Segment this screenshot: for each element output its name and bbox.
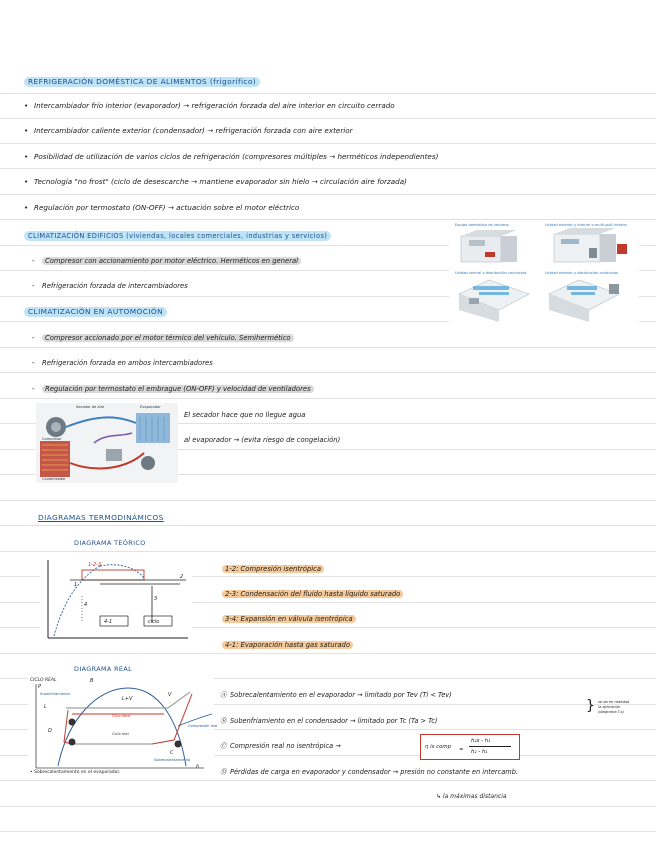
axis-label: P [38, 684, 42, 690]
list-item-text: Sobrecalentamiento en el evaporador → limitado por Tev (Ti < Tev) [230, 691, 452, 699]
diagram-point-label: 3 [154, 596, 158, 602]
brace-note: la aplicación [598, 705, 621, 709]
diagram-point-label: 4 [84, 602, 88, 608]
image-caption: Equipo doméstico de ventana [455, 223, 509, 227]
axis-label: h [196, 764, 200, 770]
section-title-domestic: REFRIGERACIÓN DOMÉSTICA DE ALIMENTOS (frigorífico) [24, 77, 260, 87]
image-caption: Compresor [42, 437, 62, 441]
brace-note: se da en realidad [598, 700, 630, 704]
diagram-caption: Sobrecalentamiento [154, 758, 191, 762]
image-caption: Unidad exterior y interior o multi-split interior [545, 223, 628, 227]
list-item [222, 564, 324, 574]
formula-denominator: h₂ - h₁ [471, 749, 488, 755]
list-item-text: Regulación por termostato (ON-OFF) → actuación sobre el motor eléctrico [34, 203, 300, 212]
list-item-text: Compresor con accionamiento por motor eléctrico. Herméticos en general [42, 257, 301, 265]
real-diagram [28, 678, 218, 776]
list-item-text: Compresor accionado por el motor térmico del vehículo. Semihermético [42, 334, 294, 342]
subsection-title-theoretical: DIAGRAMA TEÓRICO [74, 539, 146, 547]
theoretical-ph-diagram [40, 556, 192, 642]
diagram-caption: Ciclo real [112, 732, 129, 736]
list-item-text: 1-2: Compresión isentrópica [222, 565, 324, 573]
image-caption: Unidad exterior y distribución conductos [545, 271, 618, 275]
section-title-diagrams: DIAGRAMAS TERMODINÁMICOS [38, 513, 164, 522]
diagram-marker: B [90, 678, 94, 684]
list-item-text: Regulación por termostato el embrague (ON-OFF) y velocidad de ventiladores [42, 385, 314, 393]
list-item-text: Posibilidad de utilización de varios ciclos de refrigeración (compresores múltiples → herméticos independientes) [34, 152, 439, 161]
diagram-label: 1-2-3 [88, 562, 102, 568]
list-item: Ⓐ Sobrecalentamiento en el evaporador → limitado por Tev (Ti < Tev) [220, 691, 452, 699]
diagram-caption: Subenfriamiento [40, 692, 70, 696]
list-item: • Tecnología "no frost" (ciclo de desescarche → mantiene evaporador sin hielo → circulación aire forzada) [24, 177, 407, 186]
automotive-ac-illustration [36, 403, 178, 483]
formula-lhs: η is comp [425, 744, 452, 750]
image-caption: Unidad central y distribución conductos [455, 271, 527, 275]
diagram-caption: Ciclo ideal [112, 714, 131, 718]
list-item-text: Subenfriamiento en el condensador → limitado por Tc (Ta > Tc) [230, 717, 438, 725]
note-line: al evaporador → (evita riesgo de congelación) [184, 436, 341, 444]
list-item: - Compresor accionado por el motor térmico del vehículo. Semihermético [32, 333, 294, 343]
list-item-text: 2-3: Condensación del fluido hasta líquido saturado [222, 590, 403, 598]
list-item: - Compresor con accionamiento por motor eléctrico. Herméticos en general [32, 256, 301, 266]
list-item-text: Intercambiador caliente exterior (condensador) → refrigeración forzada con aire exterior [34, 126, 353, 135]
diagram-marker: C [170, 750, 174, 756]
list-item-text: Refrigeración forzada en ambos intercambiadores [42, 359, 213, 367]
list-item-text: Refrigeración forzada de intercambiadores [42, 282, 188, 290]
theoretical-diagram [40, 556, 192, 642]
brace-note: (diagrama T-s) [598, 710, 624, 714]
list-item-text: Compresión real no isentrópica → [230, 742, 341, 750]
note-line: El secador hace que no llegue agua [184, 411, 306, 419]
list-item-text: Tecnología "no frost" (ciclo de desescarche → mantiene evaporador sin hielo → circulación aire forzada) [34, 177, 407, 186]
list-item: • Regulación por termostato (ON-OFF) → actuación sobre el motor eléctrico [24, 203, 300, 212]
list-item [222, 640, 353, 650]
list-item: • Intercambiador frío interior (evaporador) → refrigeración forzada del aire interior en circuito cerrado [24, 101, 395, 110]
list-item [222, 614, 356, 624]
brace: } [586, 698, 595, 714]
formula-numerator: h₂s - h₁ [471, 738, 491, 744]
diagram-marker: D [48, 728, 52, 734]
footnote: ↳ la máximas distancia [436, 793, 507, 800]
region-label: V [168, 692, 172, 698]
diagram-label: 4-1 [104, 619, 113, 625]
list-item: - Regulación por termostato el embrague (ON-OFF) y velocidad de ventiladores [32, 384, 314, 394]
formula-fraction-line [469, 746, 511, 747]
list-item: • Intercambiador caliente exterior (condensador) → refrigeración forzada con aire exterior [24, 126, 353, 135]
efficiency-formula-box [420, 734, 520, 760]
formula-equals: = [459, 747, 464, 753]
section-title-buildings: CLIMATIZACIÓN EDIFICIOS (viviendas, locales comerciales, industrias y servicios) [24, 231, 331, 241]
list-item-text: 4-1: Evaporación hasta gas saturado [222, 641, 353, 649]
subsection-title-real: DIAGRAMA REAL [74, 665, 133, 673]
list-item: - Refrigeración forzada en ambos intercambiadores [32, 359, 213, 367]
section-title-automotive: CLIMATIZACIÓN EN AUTOMOCIÓN [24, 307, 167, 317]
list-item [222, 589, 403, 599]
list-item: - Refrigeración forzada de intercambiadores [32, 282, 188, 290]
list-item: Ⓑ Subenfriamiento en el condensador → limitado por Tc (Ta > Tc) [220, 717, 438, 725]
list-item: • Posibilidad de utilización de varios ciclos de refrigeración (compresores múltiples → herméticos independientes) [24, 152, 439, 161]
automotive-ac-image [36, 403, 178, 483]
image-caption: Condensador [42, 477, 66, 481]
diagram-header: CICLO REAL [30, 678, 57, 683]
region-label: L [44, 704, 47, 710]
diagram-caption: Compresión real [188, 724, 218, 728]
hvac-units-image [449, 222, 639, 322]
list-item-text: Intercambiador frío interior (evaporador) → refrigeración forzada del aire interior en circuito cerrado [34, 101, 395, 110]
list-item: Ⓒ Compresión real no isentrópica → [220, 742, 341, 750]
list-item-text: 3-4: Expansión en válvula isentrópica [222, 615, 356, 623]
diagram-label: ciclo [148, 619, 160, 625]
diagram-caption: • Sobrecalentamiento en el evaporador. [30, 770, 121, 775]
list-item: Ⓓ Pérdidas de carga en evaporador y condensador → presión no constante en intercamb. [220, 768, 518, 776]
diagram-point-label: 1 [74, 582, 78, 588]
image-caption: Evaporador [140, 405, 161, 409]
list-item-text: Pérdidas de carga en evaporador y condensador → presión no constante en intercamb. [230, 768, 518, 776]
region-label: L+V [122, 696, 133, 702]
diagram-point-label: 2 [180, 574, 184, 580]
image-caption: Secador de aire [76, 405, 105, 409]
